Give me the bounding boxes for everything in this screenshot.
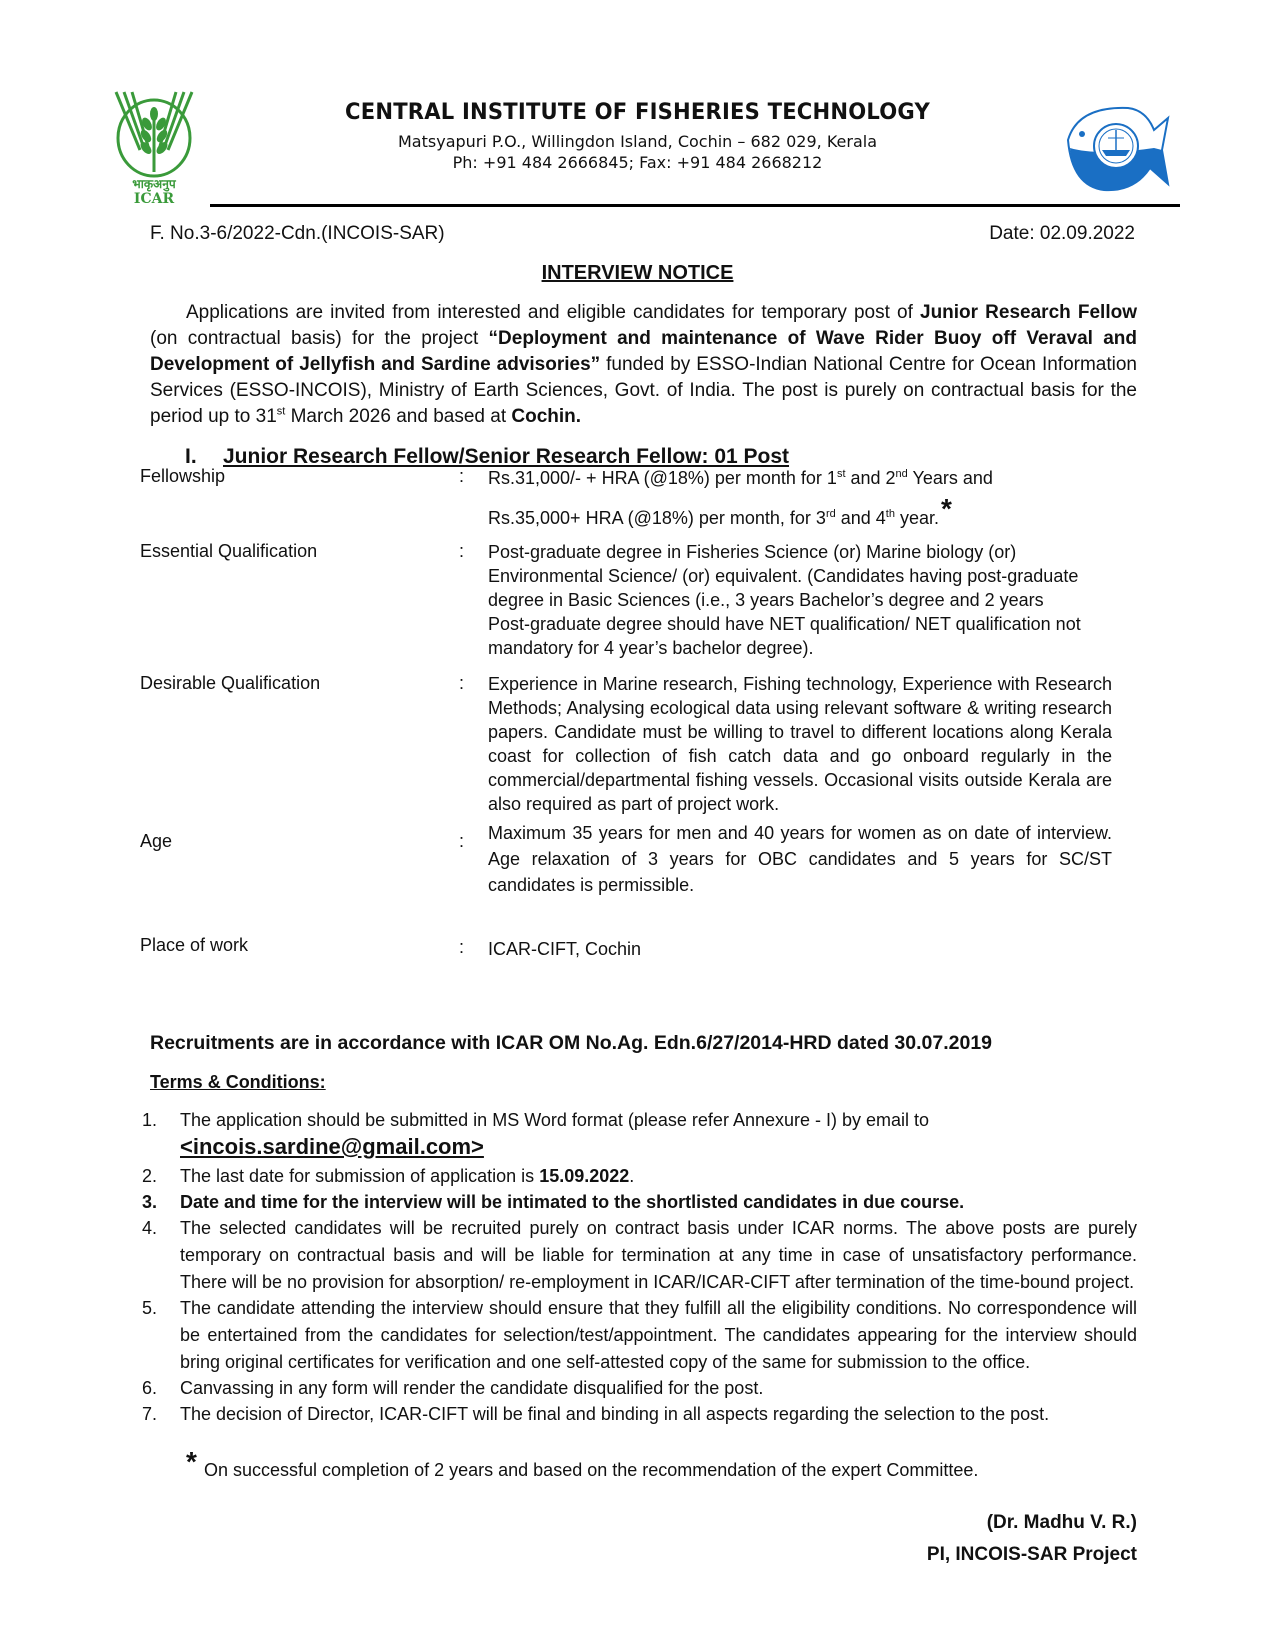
fellowship-label: Fellowship [140,466,226,486]
term-item: 1. The application should be submitted in MS Word format (please refer Annexure - I) by email to [142,1110,930,1130]
place-of-work-label: Place of work [140,935,249,955]
institute-phone-fax: Ph: +91 484 2666845; Fax: +91 484 2668212 [452,153,823,172]
terms-heading: Terms & Conditions: [150,1072,326,1092]
section-heading: I. Junior Research Fellow/Senior Research Fellow: 01 Post [185,445,790,468]
application-email-link[interactable]: <incois.sardine@gmail.com> [180,1134,484,1159]
signatory-role: PI, INCOIS-SAR Project [926,1544,1137,1565]
header-divider [210,204,1180,207]
fellowship-line-1: Rs.31,000/- + HRA (@18%) per month for 1st and 2nd Years and [488,468,993,488]
intro-paragraph: Applications are invited from interested and eligible candidates for temporary post of Junior Research Fellow (on contractual basis) for the project “Deployment and maintenance of Wave Rider Buoy off Veraval and Development of Jellyfish and Sardine advisories” funded by ESSO-Indian National Centre for Ocean Information Services (ESSO-INCOIS), Ministry of Earth Sciences, Govt. of India. The post is purely on contractual basis for the period up to 31st March 2026 and based at Cochin. [150,302,1138,427]
essential-qualification-value: Post-graduate degree in Fisheries Science (or) Marine biology (or) Environmental Science/ (or) equivalent. (Candidates having post-graduate degree in Basic Sciences (i.e., 3 years Bachelor’s degree and 2 years Post-graduate degree should have NET qualification/ NET qualification not mandatory for 4 year’s bachelor degree). [488,542,1081,658]
fellowship-line-2: Rs.35,000+ HRA (@18%) per month, for 3rd and 4th year.* [488,493,952,528]
age-label: Age [140,831,173,851]
term-item: 7. The decision of Director, ICAR-CIFT will be final and binding in all aspects regarding the selection to the post. [142,1404,1050,1424]
svg-text:ICAR: ICAR [133,191,175,206]
term-item: 3. Date and time for the interview will be intimated to the shortlisted candidates in due course. [142,1192,965,1212]
footnote: * On successful completion of 2 years and based on the recommendation of the expert Committee. [186,1446,979,1480]
notice-date: Date: 02.09.2022 [989,223,1135,244]
recruitment-note: Recruitments are in accordance with ICAR OM No.Ag. Edn.6/27/2014-HRD dated 30.07.2019 [150,1032,993,1054]
institute-address: Matsyapuri P.O., Willingdon Island, Cochin – 682 029, Kerala [398,132,877,151]
age-value: Maximum 35 years for men and 40 years for women as on date of interview. Age relaxation of 3 years for OBC candidates and 5 years for SC/ST candidates is permissible. [488,823,1112,895]
file-reference-number: F. No.3-6/2022-Cdn.(INCOIS-SAR) [150,223,445,244]
term-item: 6. Canvassing in any form will render the candidate disqualified for the post. [142,1378,764,1398]
interview-notice-page: भाकृअनुप ICAR CENTRAL INSTITUTE OF FISHERIES TECHNOLOGY Matsyapuri P.O., Willingdon Island, Cochin – 682 029, Kerala Ph: +91 484 2666845; Fax: +91 484 2668212 F. No.3-6/2022-Cdn.(INCOIS-SAR) Date: 02.09.2022 INTERVIEW NOTICE Applications are invited from interested and eligible candidates for temporary post of Junior Research Fellow (on contractual basis) for the project “Deployment and maintenance of Wave Rider Buoy off Veraval and Development of Jellyfish and Sardine advisories” funded by ESSO-Indian National Centre for Ocean Information Services (ESSO-INCOIS), Ministry of Earth Sciences, Govt. of India. The post is purely on contractual basis for the period up to 31st March 2026 and based at Cochin. I. Junior Research Fellow/Senior Research Fellow: 01 Post Fellowship : Rs.31,000/- + HRA (@18%) per month for 1st and 2nd Years and Rs.35,000+ HRA (@18%) per month, for 3rd and 4th year.* Essential Qualification : Post-graduate degree in Fisheries Science (or) Marine biology (or) Environmental Science/ (or) equivalent. (Candidates having post-graduate degree in Basic Sciences (i.e., 3 years Bachelor’s degree and 2 years Post-graduate degree should have NET qualification/ NET qualification not mandatory for 4 year’s bachelor degree). Desirable Qualification : Experience in Marine research, Fishing technology, Experience with Research Methods; Analysing ecological data using relevant software & writing research papers. Candidate must be willing to travel to different locations along Kerala coast for collection of fish catch data and go onboard regularly in the commercial/departmental fishing vessels. Occasional visits outside Kerala are also required as part of project work. Age : Maximum 35 years for men and 40 years for women as on date of interview. Age relaxation of 3 years for OBC candidates and 5 years for SC/ST candidates is permissible. Place of work : ICAR-CIFT, Cochin Recruitments are in accordance with ICAR OM No.Ag. Edn.6/27/2014-HRD dated 30.07.2019 Terms & Conditions: 1. The application should be submitted in MS Word format (please refer Annexure - I) by email to <incois.sardine@gmail.com> 2. The last date for submission of application is 15.09.2022. 3. Date and time for the interview will be intimated to the shortlisted candidates in due course. 4. The selected candidates will be recruited purely on contract basis under ICAR norms. The above posts are purely temporary on contractual basis and will be liable for termination at any time in case of unsatisfactory performance. There will be no provision for absorption/ re-employment in ICAR/ICAR-CIFT after termination of the time-bound project. 5. The candidate attending the interview should ensure that they fulfill all the eligibility conditions. No correspondence will be entertained from the candidates for selection/test/appointment. The candidates appearing for the interview should bring original certificates for verification and one self-attested copy of the same for submission to the office. 6. Canvassing in any form will render the candidate disqualified for the post. 7. The decision of Director, ICAR-CIFT will be final and binding in all aspects regarding the selection to the post. * On successful completion of 2 years and based on the recommendation of the expert Committee. (Dr. Madhu V. R.) PI, INCOIS-SAR Project [0,0,1275,1651]
signatory-name: (Dr. Madhu V. R.) [986,1512,1137,1533]
footnote-marker: * [940,493,952,524]
desirable-qualification-value: Experience in Marine research, Fishing technology, Experience with Research Methods; Analysing ecological data using relevant software & writing research papers. Candidate must be willing to travel to different locations along Kerala coast for collection of fish catch data and go onboard regularly in the commercial/departmental fishing vessels. Occasional visits outside Kerala are also required as part of project work. [488,674,1112,814]
term-item: 4. The selected candidates will be recruited purely on contract basis under ICAR norms. The above posts are purely temporary on contractual basis and will be liable for termination at any time in case of unsatisfactory performance. There will be no provision for absorption/ re-employment in ICAR/ICAR-CIFT after termination of the time-bound project. [142,1218,1137,1292]
term-item: 5. The candidate attending the interview should ensure that they fulfill all the eligibility conditions. No correspondence will be entertained from the candidates for selection/test/appointment. The candidates appearing for the interview should bring original certificates for verification and one self-attested copy of the same for submission to the office. [142,1298,1137,1372]
svg-text:भाकृअनुप: भाकृअनुप [132,177,176,191]
place-of-work-value: ICAR-CIFT, Cochin [488,939,642,959]
term-item: 2. The last date for submission of application is 15.09.2022. [142,1166,635,1186]
notice-title: INTERVIEW NOTICE [541,262,734,284]
footnote-star: * [186,1446,197,1477]
cift-fish-logo-icon [1058,100,1170,196]
essential-qualification-label: Essential Qualification [140,541,318,561]
desirable-qualification-label: Desirable Qualification [140,673,321,693]
institute-name: CENTRAL INSTITUTE OF FISHERIES TECHNOLOGY [345,100,930,125]
